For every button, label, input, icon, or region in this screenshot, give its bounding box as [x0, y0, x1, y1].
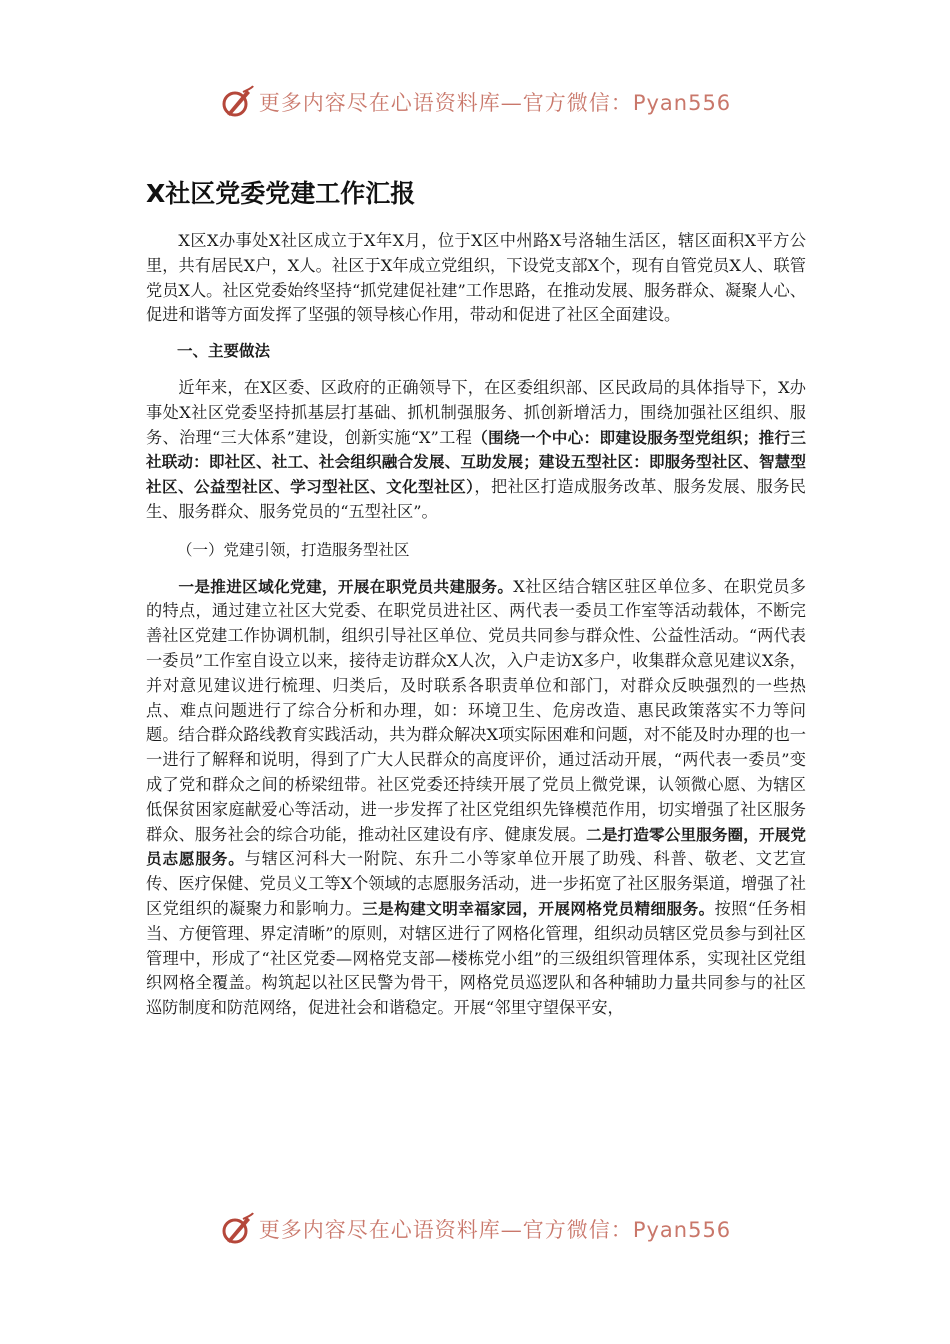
bold-lead: 一是推进区域化党建，开展在职党员共建服务。	[178, 577, 514, 596]
quill-logo-icon	[219, 1211, 255, 1247]
wechat-id: Pyan556	[632, 91, 732, 115]
watermark-text: 更多内容尽在心语资料库—官方微信：Pyan556	[258, 91, 732, 115]
header-watermark-banner	[0, 82, 950, 122]
watermark-text: 更多内容尽在心语资料库—官方微信：Pyan556	[258, 1218, 732, 1242]
intro-paragraph: X区X办事处X社区成立于X年X月，位于X区中州路X号洛轴生活区，辖区面积X平方公里，共有居民X户，X人。社区于X年成立党组织，下设党支部X个，现有自管党员X人、联管党员X人。社区党委始终坚持“抓党建促社建”工作思路，在推动发展、服务群众、凝聚人心、促进和谐等方面发挥了坚强的领导核心作用，带动和促进了社区全面建设。	[146, 231, 806, 325]
wechat-id: Pyan556	[632, 1218, 732, 1242]
section-heading: 一、主要做法	[177, 342, 271, 361]
subsection-heading: （一）党建引领，打造服务型社区	[177, 540, 410, 559]
document-body	[146, 229, 806, 1021]
bold-lead: 三是构建文明幸福家园，开展网格党员精细服务。	[362, 899, 715, 918]
body-paragraph: 一是推进区域化党建，开展在职党员共建服务。X社区结合辖区驻区单位多、在职党员多的特点，通过建立社区大党委、在职党员进社区、两代表一委员工作室等活动载体，不断完善社区党建工作协调机制，组织引导社区单位、党员共同参与群众性、公益性活动。“两代表一委员”工作室自设立以来，接待走访群众X人次，入户走访X多户，收集群众意见建议X条，并对意见建议进行梳理、归类后，及时联系各职责单位和部门，对群众反映强烈的一些热点、难点问题进行了综合分析和办理，如：环境卫生、危房改造、惠民政策落实不力等问题。结合群众路线教育实践活动，共为群众解决X项实际困难和问题，对不能及时办理的也一一进行了解释和说明，得到了广大人民群众的高度评价，通过活动开展，“两代表一委员”变成了党和群众之间的桥梁纽带。社区党委还持续开展了党员上微党课，认领微心愿、为辖区低保贫困家庭献爱心等活动，进一步发挥了社区党组织先锋模范作用，切实增强了社区服务群众、服务社会的综合功能，推动社区建设有序、健康发展。二是打造零公里服务圈，开展党员志愿服务。与辖区河科大一附院、东升二小等家单位开展了助残、科普、敬老、文艺宣传、医疗保健、党员义工等X个领域的志愿服务活动，进一步拓宽了社区服务渠道，增强了社区党组织的凝聚力和影响力。三是构建文明幸福家园，开展网格党员精细服务。按照“任务相当、方便管理、界定清晰”的原则，对辖区进行了网格化管理，组织动员辖区党员参与到社区管理中，形成了“社区党委—网格党支部—楼栋党小组”的三级组织管理体系，实现社区党组织网格全覆盖。构筑起以社区民警为骨干，网格党员巡逻队和各种辅助力量共同参与的社区巡防制度和防范网络，促进社会和谐稳定。开展“邻里守望保平安，	[146, 576, 806, 1018]
document-title: X社区党委党建工作汇报	[146, 179, 416, 208]
bold-lead: 二是打造零公里服务圈，开展党员志愿服务。	[146, 825, 806, 869]
footer-watermark-banner	[0, 1209, 950, 1249]
bold-emphasis: （围绕一个中心：即建设服务型党组织；推行三社联动：即社区、社工、社会组织融合发展、互助发展；建设五型社区：即服务型社区、智慧型社区、公益型社区、学习型社区、文化型社区）	[146, 428, 806, 497]
section-paragraph: 近年来，在X区委、区政府的正确领导下，在区委组织部、区民政局的具体指导下，X办事处X社区党委坚持抓基层打基础、抓机制强服务、抓创新增活力，围绕加强社区组织、服务、治理“三大体系”建设，创新实施“X”工程（围绕一个中心：即建设服务型党组织；推行三社联动：即社区、社工、社会组织融合发展、互助发展；建设五型社区：即服务型社区、智慧型社区、公益型社区、学习型社区、文化型社区），把社区打造成服务改革、服务发展、服务民生、服务群众、服务党员的“五型社区”。	[146, 377, 806, 521]
quill-logo-icon	[219, 84, 255, 120]
